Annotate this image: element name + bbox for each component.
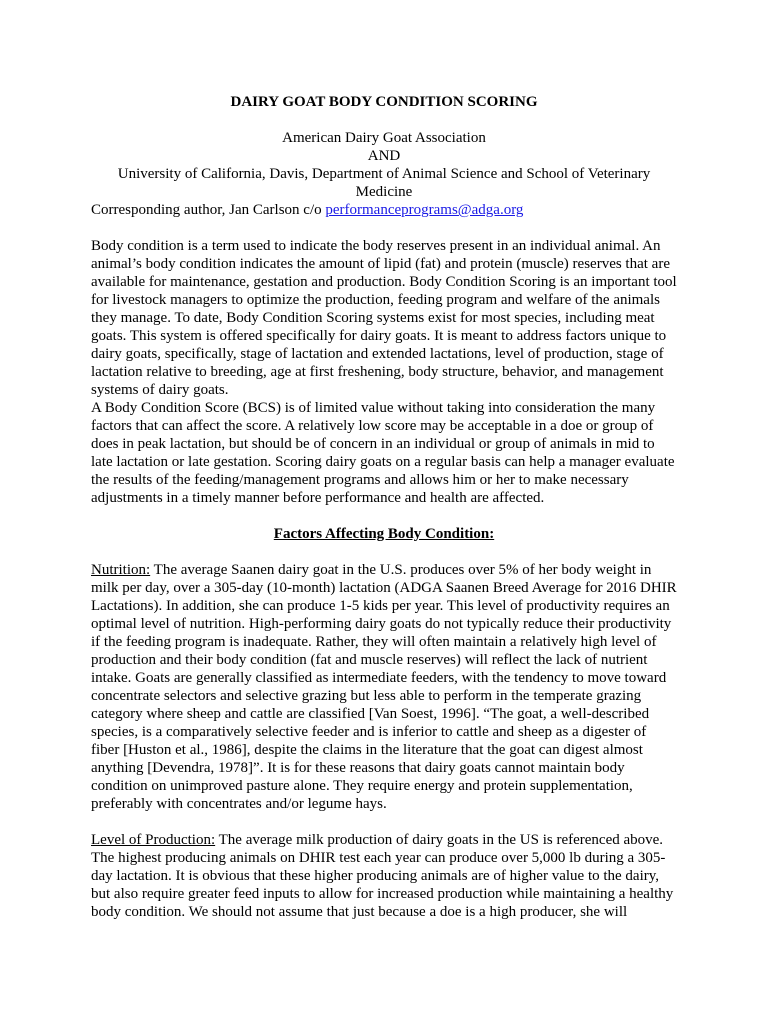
author-prefix: Corresponding author, Jan Carlson c/o <box>91 202 326 218</box>
corresponding-author <box>91 201 677 219</box>
document-body <box>91 93 677 921</box>
spacer <box>91 543 677 561</box>
spacer <box>91 507 677 525</box>
spacer <box>91 219 677 237</box>
author-email-link[interactable]: performanceprograms@adga.org <box>325 202 524 218</box>
organization-ucdavis: University of California, Davis, Department of Animal Science and School of Veterinary Medicine <box>117 166 651 200</box>
document-title: DAIRY GOAT BODY CONDITION SCORING <box>230 94 538 110</box>
nutrition-text: The average Saanen dairy goat in the U.S. produces over 5% of her body weight in milk per day, over a 305-day (10-month) lactation (ADGA Saanen Breed Average for 2016 DHIR Lactations). In addition, she can produce 1-5 kids per year. This level of productivity requires an optimal level of nutrition. High-performing dairy goats do not typically reduce their productivity if the feeding program is inadequate. Rather, they will often maintain a relatively high level of production and their body condition (fat and muscle reserves) will reflect the lack of nutrient intake. Goats are generally classified as intermediate feeders, with the tendency to move toward concentrate selectors and selective grazing but less able to perform in the temperate grazing category where sheep and cattle are classified [Van Soest, 1996]. “The goat, a well-described species, is a comparatively selective feeder and is inferior to cattle and sheep as a digester of fiber [Huston et al., 1986], despite the claims in the literature that the goat can digest almost anything [Devendra, 1978]”. It is for these reasons that dairy goats cannot maintain body condition on unimproved pasture alone. They require energy and protein supplementation, preferably with concentrates and/or legume hays. <box>91 562 677 812</box>
production-text: The average milk production of dairy goats in the US is referenced above. The highest producing animals on DHIR test each year can produce over 5,000 lb during a 305-day lactation. It is obvious that these higher producing animals are of higher value to the dairy, but also require greater feed inputs to allow for increased production while maintaining a healthy body condition. We should not assume that just because a doe is a high producer, she will <box>91 832 674 920</box>
affiliations <box>91 129 677 201</box>
organization-adga: American Dairy Goat Association <box>282 130 486 146</box>
production-lead: Level of Production: <box>91 832 216 848</box>
spacer <box>91 813 677 831</box>
intro-paragraph-1: Body condition is a term used to indicate the body reserves present in an individual animal. An animal’s body condition indicates the amount of lipid (fat) and protein (muscle) reserves that are available for maintenance, gestation and production. Body Condition Scoring is an important tool for livestock managers to optimize the production, feeding program and welfare of the animals they manage. To date, Body Condition Scoring systems exist for most species, including meat goats. This system is offered specifically for dairy goats. It is meant to address factors unique to dairy goats, specifically, stage of lactation and extended lactations, level of production, stage of lactation relative to breeding, age at first freshening, body structure, behavior, and management systems of dairy goats. <box>91 238 677 398</box>
nutrition-paragraph <box>91 561 677 813</box>
conjunction-and: AND <box>367 148 401 164</box>
section-heading: Factors Affecting Body Condition: <box>273 526 495 542</box>
intro-paragraph-2: A Body Condition Score (BCS) is of limited value without taking into consideration the many factors that can affect the score. A relatively low score may be acceptable in a doe or group of does in peak lactation, but should be of concern in an individual or group of animals in mid to late lactation or late gestation. Scoring dairy goats on a regular basis can help a manager evaluate the results of the feeding/management programs and allows him or her to make necessary adjustments in a timely manner before performance and health are affected. <box>91 400 675 506</box>
production-paragraph <box>91 831 677 921</box>
nutrition-lead: Nutrition: <box>91 562 151 578</box>
